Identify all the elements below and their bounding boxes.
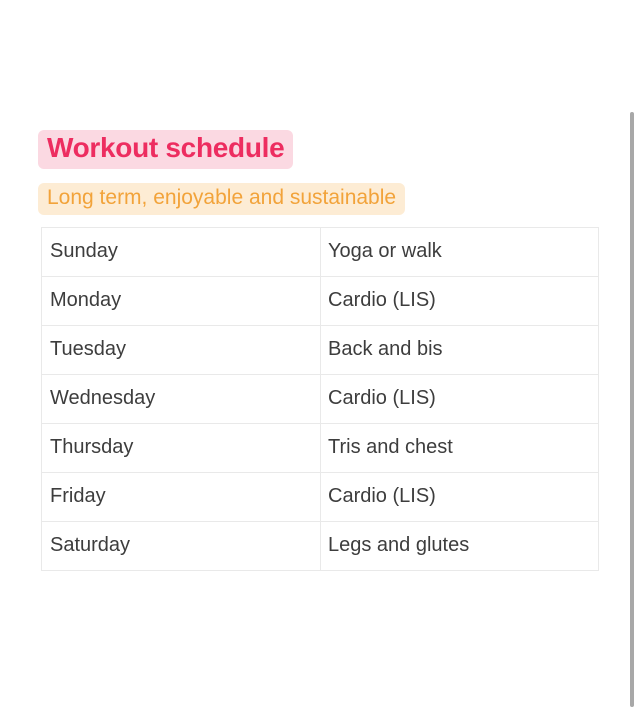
workout-cell[interactable]: Back and bis [321,325,599,374]
workout-cell[interactable]: Cardio (LIS) [321,276,599,325]
schedule-table-body [42,227,599,570]
table-row [42,276,599,325]
table-row [42,423,599,472]
workout-cell[interactable]: Tris and chest [321,423,599,472]
subtitle-block [38,183,640,215]
table-row [42,325,599,374]
table-row [42,521,599,570]
workout-cell[interactable]: Cardio (LIS) [321,374,599,423]
table-row [42,472,599,521]
workout-cell[interactable]: Legs and glutes [321,521,599,570]
table-row [42,374,599,423]
schedule-table [41,227,599,571]
scrollbar[interactable] [630,112,634,707]
day-cell[interactable]: Saturday [42,521,321,570]
workout-cell[interactable]: Yoga or walk [321,227,599,276]
day-cell[interactable]: Thursday [42,423,321,472]
page-title[interactable]: Workout schedule [38,130,293,169]
day-cell[interactable]: Sunday [42,227,321,276]
table-row [42,227,599,276]
day-cell[interactable]: Friday [42,472,321,521]
title-block [38,130,640,169]
day-cell[interactable]: Monday [42,276,321,325]
day-cell[interactable]: Wednesday [42,374,321,423]
page-subtitle[interactable]: Long term, enjoyable and sustainable [38,183,405,215]
workout-cell[interactable]: Cardio (LIS) [321,472,599,521]
day-cell[interactable]: Tuesday [42,325,321,374]
